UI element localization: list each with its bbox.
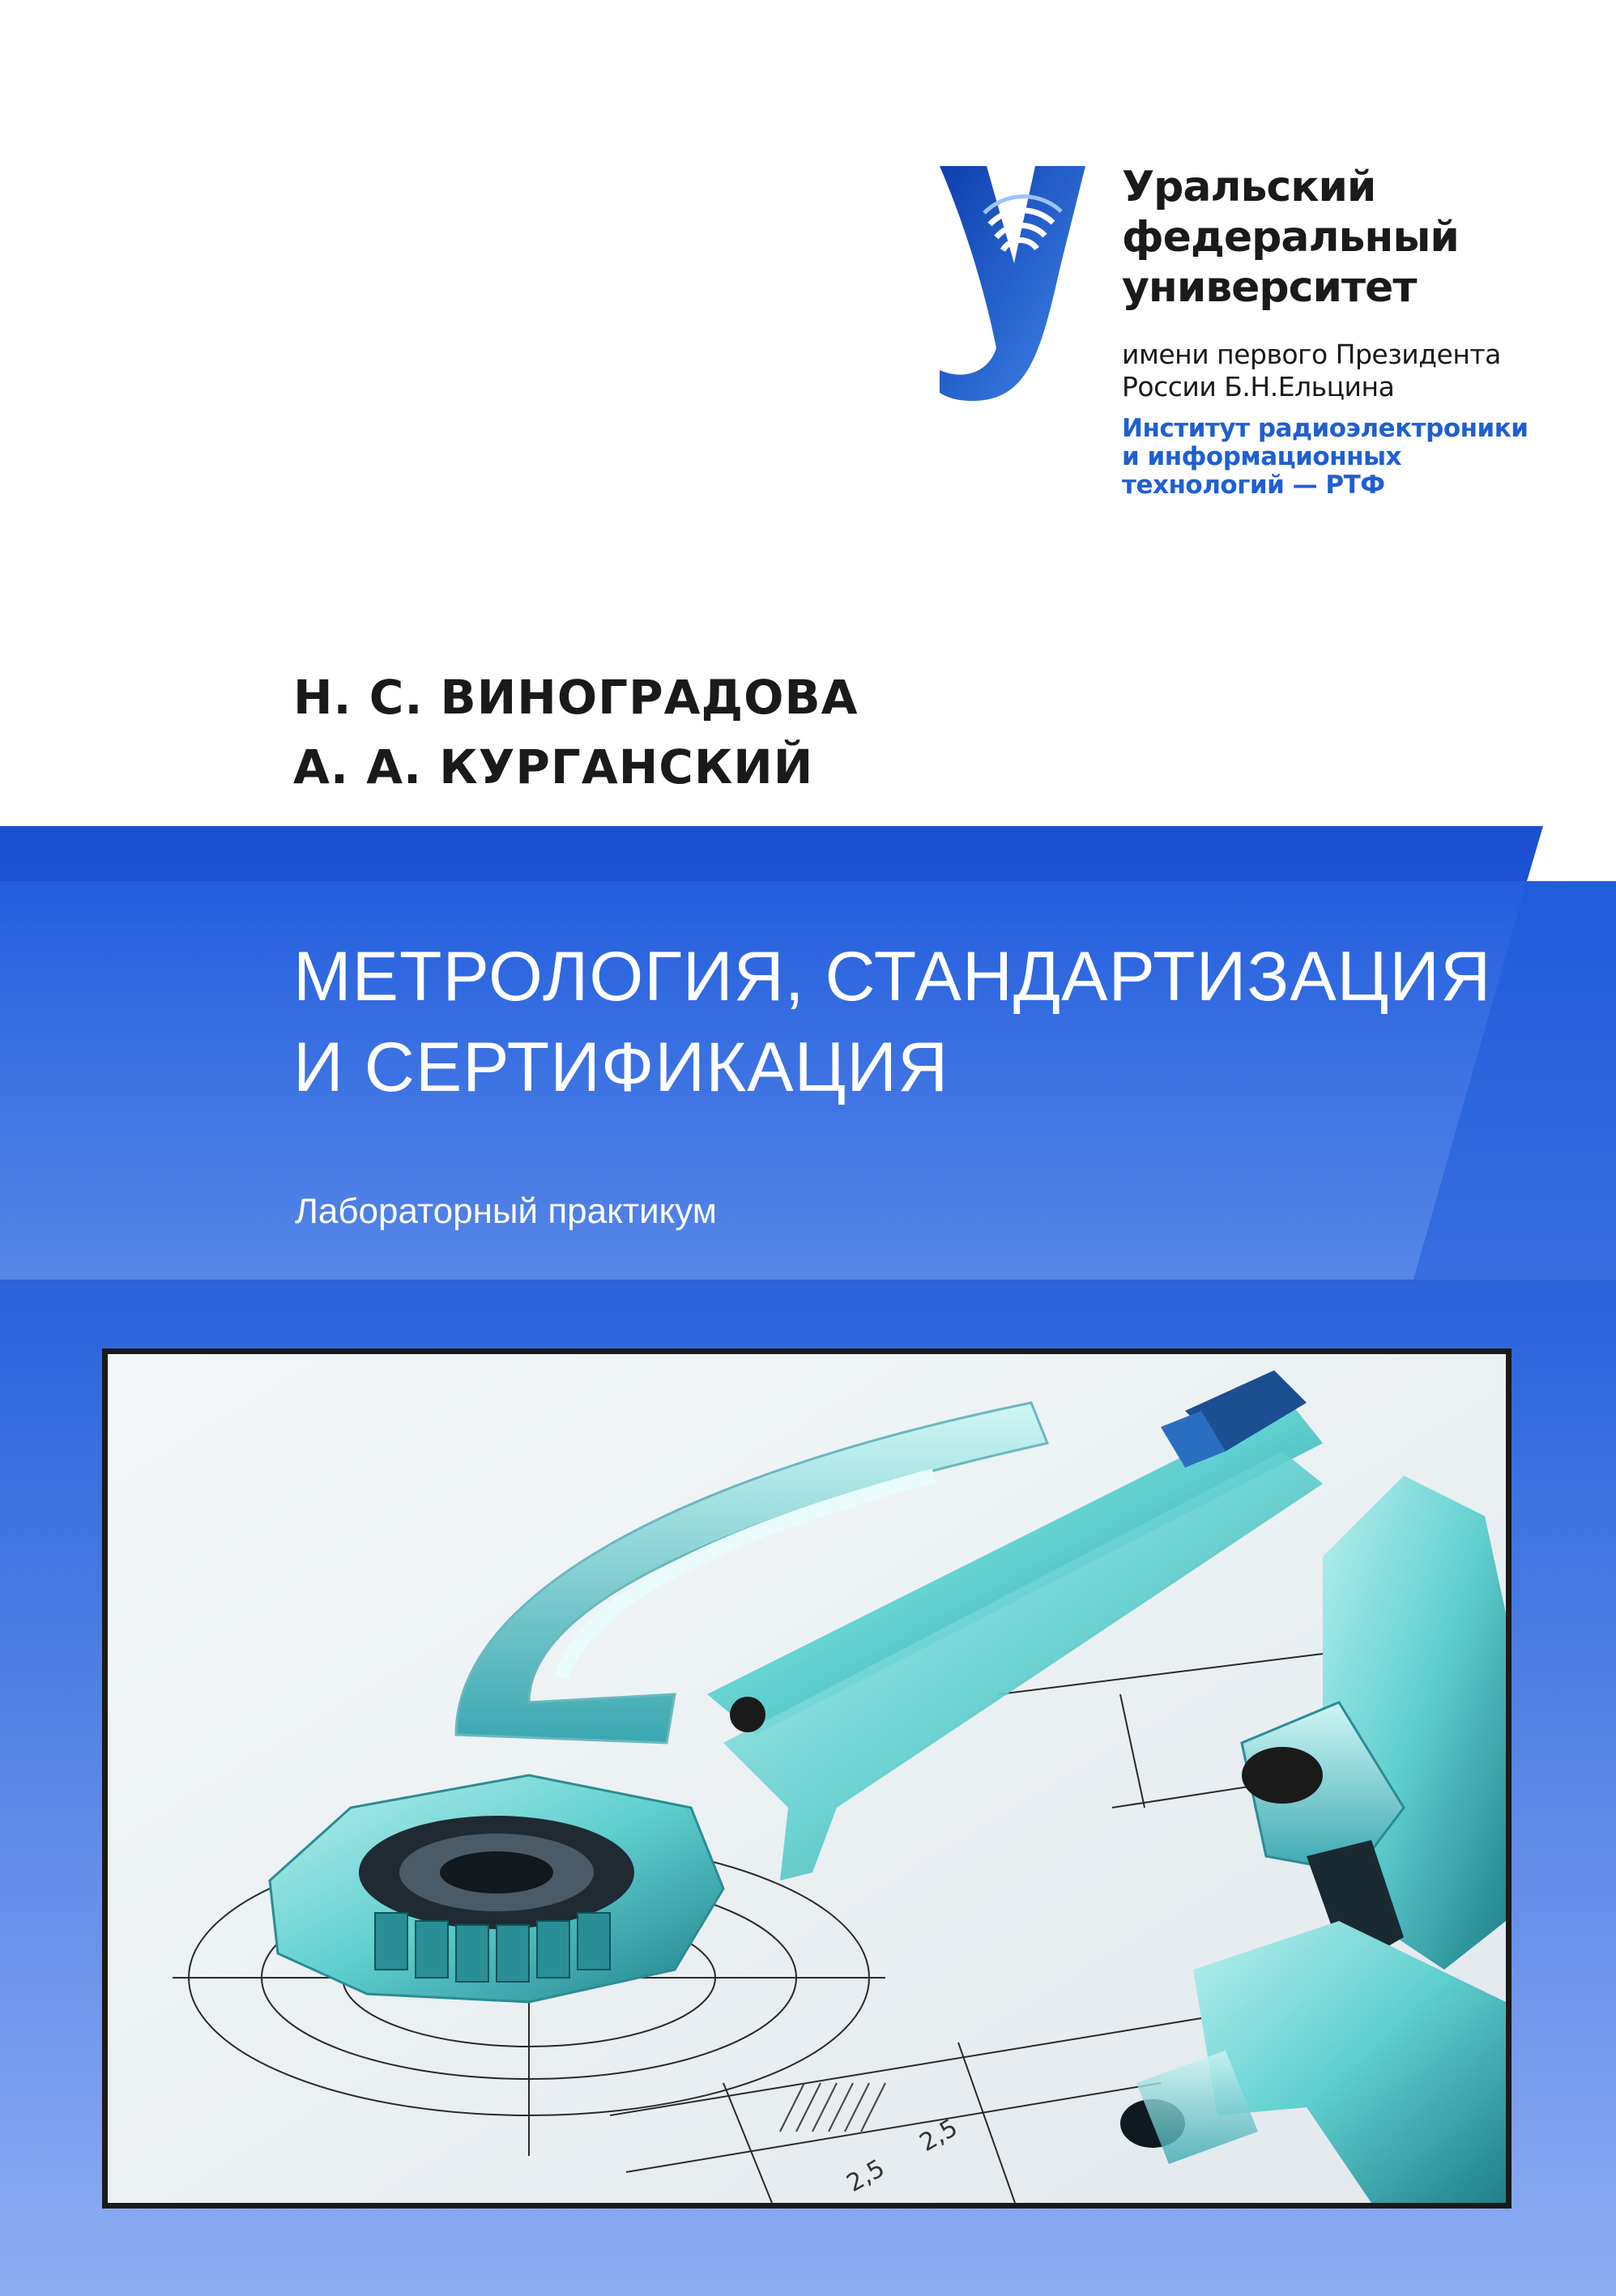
book-title-line: И СЕРТИФИКАЦИЯ xyxy=(293,1029,949,1106)
drawing-dimension-label: 2,5 xyxy=(915,2113,963,2158)
university-name-line: Уральский xyxy=(1122,163,1376,211)
university-name-line: университет xyxy=(1122,263,1417,312)
university-subtitle-line: России Б.Н.Ельцина xyxy=(1122,371,1395,403)
book-title-line: МЕТРОЛОГИЯ, СТАНДАРТИЗАЦИЯ xyxy=(293,938,1492,1016)
author-name: А. А. КУРГАНСКИЙ xyxy=(293,739,814,794)
authors xyxy=(293,662,1265,802)
urfu-logo-icon xyxy=(940,166,1085,409)
book-title xyxy=(293,931,1557,1113)
university-name xyxy=(1122,162,1575,313)
university-subtitle-line: имени первого Президента xyxy=(1122,339,1501,370)
university-subtitle xyxy=(1122,339,1575,403)
institute-name xyxy=(1122,415,1592,500)
author-name: Н. С. ВИНОГРАДОВА xyxy=(293,670,859,725)
book-subtitle: Лабораторный практикум xyxy=(295,1191,718,1231)
institute-name-line: и информационных xyxy=(1122,442,1402,471)
engineering-drawing-illustration-icon xyxy=(108,1354,1506,2203)
drawing-dimension-label: 2,5 xyxy=(842,2153,890,2198)
institute-name-line: технологий — РТФ xyxy=(1122,471,1385,500)
university-name-line: федеральный xyxy=(1122,213,1459,262)
cover-illustration xyxy=(102,1348,1512,2209)
institute-name-line: Институт радиоэлектроники xyxy=(1122,414,1529,443)
